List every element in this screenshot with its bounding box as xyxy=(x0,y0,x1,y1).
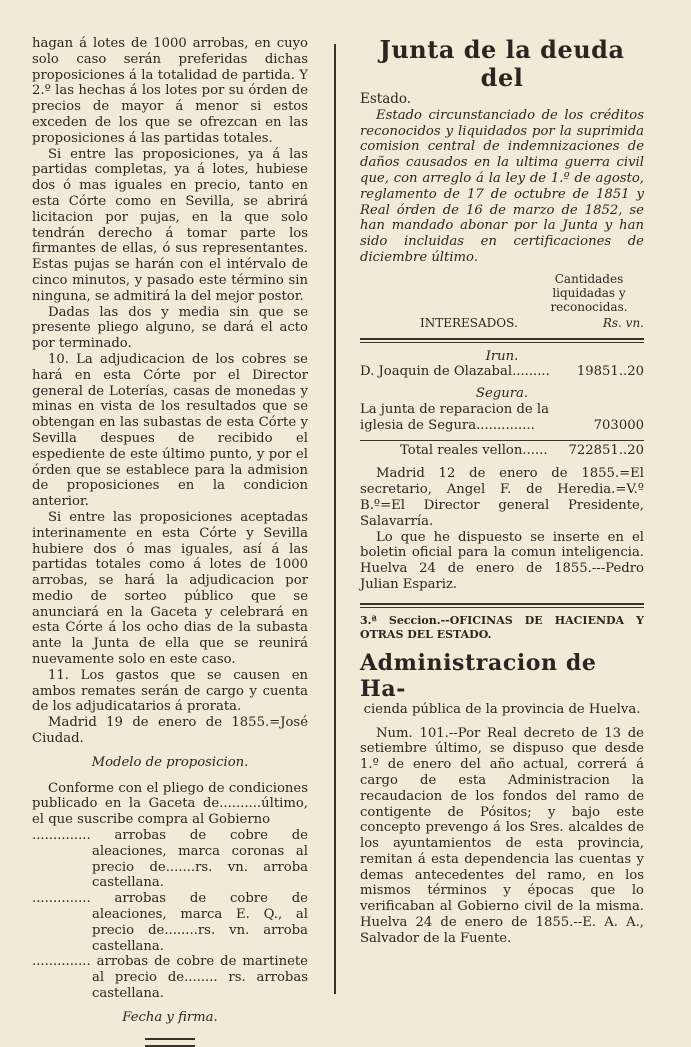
section-heading: 3.ª Seccion.--OFICINAS DE HACIENDA Y OTRAS DEL ESTADO. xyxy=(360,613,644,641)
signoff: Madrid 12 de enero de 1855.=El secretario, Angel F. de Heredia.=V.º B.º=El Director general Presidente, Salavarría. xyxy=(360,466,644,529)
entry-amount: 19851..20 xyxy=(576,364,644,380)
left-column xyxy=(32,36,308,1047)
section-rule xyxy=(360,603,644,608)
intro-statement: Estado circunstanciado de los créditos reconocidos y liquidados por la suprimida comision central de indemnizaciones de daños causados en la ultima guerra civil que, con arreglo á la ley de 1.º de agosto, reglamento de 17 de octubre de 1851 y Real órden de 16 de marzo de 1852, se han mandado abonar por la Junta y han sido incluidas en certificaciones de diciembre último. xyxy=(360,107,644,265)
total-label: Total reales vellon...... xyxy=(400,442,548,458)
model-intro: Conforme con el pliego de condiciones publicado en la Gaceta de..........último, el que suscribe compra al Gobierno xyxy=(32,780,308,828)
paragraph-bidding: Si entre las proposiciones, ya á las partidas completas, ya á lotes, hubiese dos ó mas iguales en precio, tanto en esta Córte como en Sevilla, se abrirá licitacion por pujas, en la que solo tendrán derecho á tomar parte los firmantes de ellas, ó sus representantes. Estas pujas se harán con el intérvalo de cinco minutos, y pasado este término sin ninguna, se admitirá la del mejor postor. xyxy=(32,146,308,304)
right-column xyxy=(360,36,644,947)
table-header xyxy=(360,272,644,332)
paragraph-clause-10: 10. La adjudicacion de los cobres se hará en esta Córte por el Director general de Loterías, casas de monedas y minas en vista de los resultados que se obtengan en las subastas de esta Córte y Sevilla despues de recibido el espediente de este último punto, y por el órden que se establece para la admision de proposiciones en la condicion anterior. xyxy=(32,351,308,510)
table-top-rule xyxy=(360,338,644,343)
model-heading: Modelo de proposicion. xyxy=(91,754,249,770)
place-segura: Segura. xyxy=(475,386,529,402)
place-irun: Irun. xyxy=(485,348,519,364)
entry-amount: 703000 xyxy=(593,417,644,433)
paragraph-close: Dadas las dos y media sin que se presente pliego alguno, se dará el acto por terminado. xyxy=(32,304,308,352)
name-column-header: INTERESADOS. xyxy=(420,315,518,330)
unit-column-header: Rs. vn. xyxy=(602,315,644,330)
notice-101: Num. 101.--Por Real decreto de 13 de setiembre último, se dispuso que desde 1.º de enero del año actual, correrá á cargo de esta Administracion la recaudacion de los fondos del ramo de contigente de Pósitos; y bajo este concepto prevengo á los Sres. alcaldes de los ayuntamientos de esta provincia, remitan á esta dependencia las cuentas y demas antecedentes del ramo, en los mismos términos y épocas que lo verificaban al Gobierno civil de la misma. Huelva 24 de enero de 1855.--E. A. A., Salvador de la Fuente. xyxy=(360,725,644,946)
model-item-coronas: .............. arrobas de cobre de aleaciones, marca coronas al precio de.......rs. vn. arroba castellana. xyxy=(32,828,308,891)
model-signature: Fecha y firma. xyxy=(122,1009,218,1025)
entry-name: D. Joaquin de Olazabal......... xyxy=(360,364,550,380)
signature-madrid: Madrid 19 de enero de 1855.=José Ciudad. xyxy=(32,715,308,747)
model-item-eq: .............. arrobas de cobre de aleaciones, marca E. Q., al precio de........rs. vn. arroba castellana. xyxy=(32,891,308,954)
paragraph-tie: Si entre las proposiciones aceptadas interinamente en esta Córte y Sevilla hubiere dos ó mas iguales, así á las partidas totales como á lotes de 1000 arrobas, se hará la adjudicacion por medio de sorteo público que se anunciará en la Gaceta y celebrará en esta Córte á los ocho dias de la subasta ante la Junta de ella que se reunirá nuevamente solo en este caso. xyxy=(32,509,308,668)
admin-subtitle: cienda pública de la provincia de Huelva. xyxy=(363,701,641,717)
publication-order: Lo que he dispuesto se inserte en el boletin oficial para la comun inteligencia. Huelva 24 de enero de 1855.---Pedro Julian Espariz. xyxy=(360,529,644,592)
table-row xyxy=(360,402,644,434)
total-row xyxy=(360,440,644,459)
table-row xyxy=(360,364,644,380)
admin-title: Administracion de Ha- xyxy=(360,649,597,702)
model-item-martinete: .............. arrobas de cobre de martinete al precio de........ rs. arrobas castellana. xyxy=(32,954,308,1002)
column-divider xyxy=(334,44,336,994)
total-amount: 722851..20 xyxy=(568,442,644,458)
entry-name: La junta de reparacion de la iglesia de Segura.............. xyxy=(360,401,550,433)
paragraph-clause-11: 11. Los gastos que se causen en ambos remates serán de cargo y cuenta de los adjudicatarios á prorata. xyxy=(32,667,308,715)
paragraph-lots: hagan á lotes de 1000 arrobas, en cuyo solo caso serán preferidas dichas proposiciones á la totalidad de partida. Y 2.º las hechas á los lotes por su órden de precios de mayor á menor si estos exceden de los que se ofrezcan en las proposiciones á las partidas totales. xyxy=(32,36,308,146)
junta-title: Junta de la deuda del xyxy=(379,35,625,92)
junta-subtitle: Estado. xyxy=(360,91,412,107)
amount-column-header: Cantidades liquidadas y reconocidas. xyxy=(550,271,628,314)
end-rule xyxy=(145,1038,195,1047)
